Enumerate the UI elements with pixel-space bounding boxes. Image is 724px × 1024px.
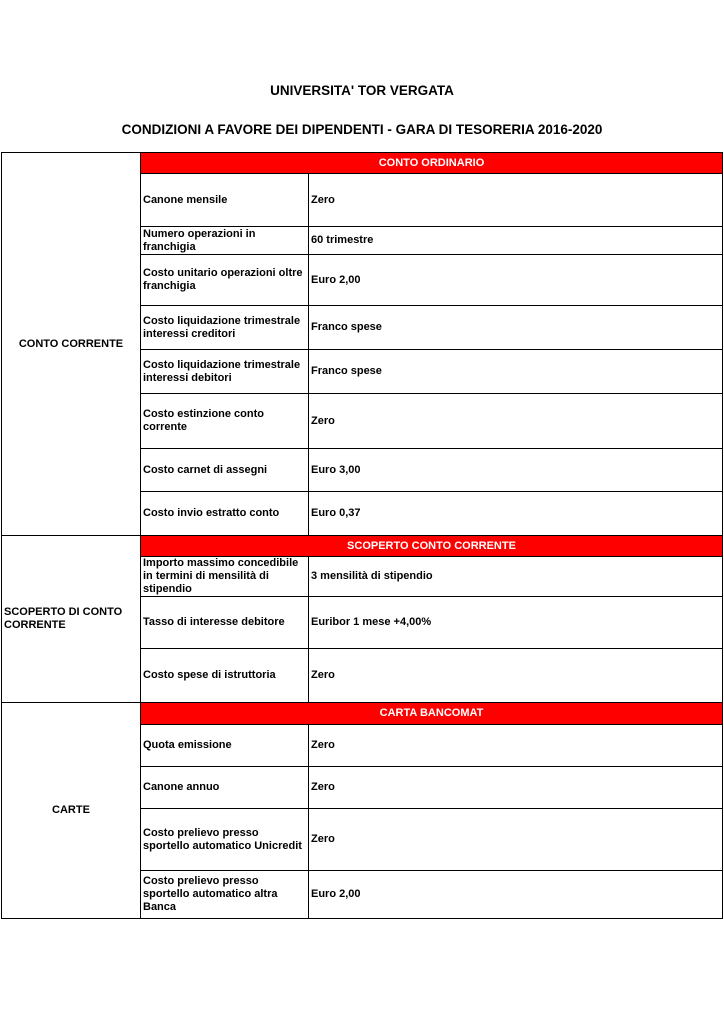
document-title: UNIVERSITA' TOR VERGATA [270, 83, 454, 98]
row-value: Euro 2,00 [309, 255, 723, 306]
row-value: Zero [309, 725, 723, 767]
section-label-scoperto: SCOPERTO DI CONTO CORRENTE [2, 536, 141, 703]
row-item: Quota emissione [141, 725, 309, 767]
row-value: Zero [309, 174, 723, 227]
row-item: Costo prelievo presso sportello automatico altra Banca [141, 871, 309, 919]
row-value: 3 mensilità di stipendio [309, 557, 723, 597]
row-item: Canone mensile [141, 174, 309, 227]
row-value: 60 trimestre [309, 227, 723, 255]
row-item: Costo invio estratto conto [141, 492, 309, 536]
section-header-conto-ordinario: CONTO ORDINARIO [141, 153, 723, 174]
conditions-table [1, 152, 723, 919]
row-item: Costo prelievo presso sportello automatico Unicredit [141, 809, 309, 871]
row-value: Euro 2,00 [309, 871, 723, 919]
section-label-carte: CARTE [2, 703, 141, 919]
row-item: Canone annuo [141, 767, 309, 809]
row-item: Numero operazioni in franchigia [141, 227, 309, 255]
document-subtitle: CONDIZIONI A FAVORE DEI DIPENDENTI - GARA DI TESORERIA 2016-2020 [121, 122, 603, 137]
row-value: Euro 0,37 [309, 492, 723, 536]
row-item: Importo massimo concedibile in termini di mensilità di stipendio [141, 557, 309, 597]
row-value: Zero [309, 809, 723, 871]
section-header-carta-bancomat: CARTA BANCOMAT [141, 703, 723, 725]
row-value: Franco spese [309, 350, 723, 394]
row-item: Costo carnet di assegni [141, 449, 309, 492]
section-header-scoperto-conto-corrente: SCOPERTO CONTO CORRENTE [141, 536, 723, 557]
row-value: Zero [309, 767, 723, 809]
row-item: Costo unitario operazioni oltre franchigia [141, 255, 309, 306]
row-value: Euribor 1 mese +4,00% [309, 597, 723, 649]
row-value: Franco spese [309, 306, 723, 350]
row-item: Costo spese di istruttoria [141, 649, 309, 703]
row-value: Zero [309, 649, 723, 703]
row-item: Tasso di interesse debitore [141, 597, 309, 649]
section-label-conto-corrente: CONTO CORRENTE [2, 153, 141, 536]
row-item: Costo estinzione conto corrente [141, 394, 309, 449]
row-item: Costo liquidazione trimestrale interessi debitori [141, 350, 309, 394]
row-value: Zero [309, 394, 723, 449]
row-item: Costo liquidazione trimestrale interessi creditori [141, 306, 309, 350]
row-value: Euro 3,00 [309, 449, 723, 492]
